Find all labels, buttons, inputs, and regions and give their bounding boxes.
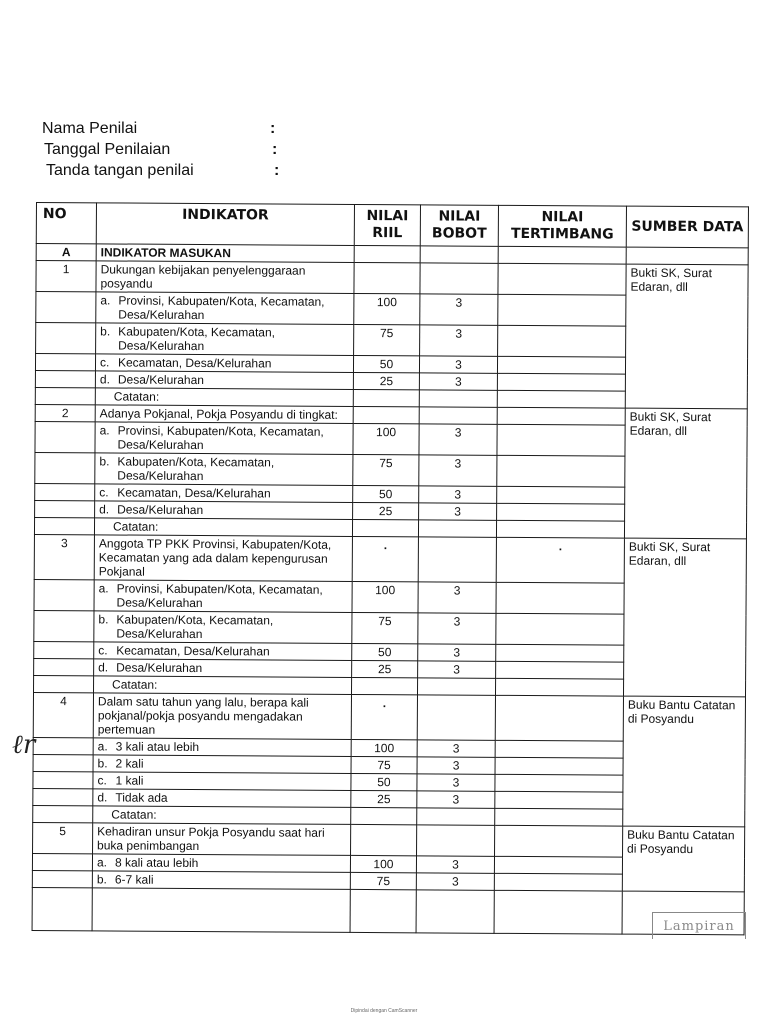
option-label [99, 502, 348, 518]
indicator-row [36, 261, 748, 296]
assessor-fields [42, 118, 284, 181]
option-nilai-riil: 100 [352, 581, 418, 612]
option-nilai-bobot: 3 [418, 613, 496, 644]
option-nilai-riil: 50 [352, 643, 418, 660]
option-no-cell [35, 370, 95, 387]
option-letter: a. [97, 739, 108, 754]
option-nilai-riil: 100 [351, 739, 417, 756]
option-letter: c. [99, 485, 109, 500]
indicator-number: 4 [33, 692, 93, 737]
indicator-title: Dukungan kebijakan penyelenggaraan posyandu [96, 261, 354, 294]
option-nilai-riil: 25 [353, 502, 419, 519]
indicator-riil-cell [353, 406, 419, 423]
option-nilai-riil: 25 [353, 372, 419, 389]
option-cell [94, 611, 352, 644]
indicator-number: 3 [34, 534, 94, 579]
col-header-sumber-data: SUMBER DATA [626, 206, 748, 248]
option-nilai-tertimbang [496, 661, 624, 679]
option-label [98, 739, 347, 755]
field-tanggal-penilaian: Tanggal Penilaian : [44, 141, 278, 158]
option-label [97, 790, 346, 806]
option-cell [94, 642, 352, 661]
option-nilai-tertimbang [495, 757, 623, 775]
table-header-row [36, 203, 748, 248]
option-cell [92, 871, 350, 890]
indicator-source: Bukti SK, Surat Edaran, dll [623, 538, 746, 697]
option-no-cell [33, 771, 93, 788]
indicator-bobot-cell [420, 263, 498, 294]
option-no-cell [36, 292, 96, 323]
option-nilai-bobot: 3 [418, 661, 496, 678]
indicator-row [33, 822, 745, 857]
option-no-cell [36, 323, 96, 354]
option-nilai-riil: 50 [353, 355, 419, 372]
indicator-bobot-cell [417, 825, 495, 856]
catatan-label: Catatan: [94, 676, 352, 695]
option-text: Desa/Kelurahan [117, 502, 204, 518]
option-letter: a. [96, 855, 108, 870]
option-nilai-tertimbang [498, 294, 626, 326]
option-no-cell [32, 870, 92, 887]
option-label [99, 423, 348, 453]
option-nilai-bobot: 3 [418, 644, 496, 661]
option-letter: b. [96, 872, 107, 887]
option-nilai-riil: 75 [352, 612, 418, 643]
option-nilai-riil: 25 [352, 660, 418, 677]
indicator-bobot-cell [417, 695, 495, 740]
indicator-tertimbang-cell [497, 407, 625, 425]
option-text: 8 kali atau lebih [114, 855, 199, 871]
option-nilai-bobot: 3 [417, 774, 495, 791]
option-nilai-tertimbang [497, 455, 625, 487]
indicator-row [33, 692, 745, 741]
col-header-nilai-riil: NILAI RIIL [354, 204, 420, 245]
option-text: 3 kali atau lebih [115, 739, 200, 755]
option-nilai-riil: 50 [351, 773, 417, 790]
option-text: Kabupaten/Kota, Kecamatan, Desa/Kelurahan [116, 612, 274, 642]
option-text: Desa/Kelurahan [117, 372, 205, 388]
indicator-riil-cell [354, 262, 420, 293]
col-header-indikator: INDIKATOR [96, 203, 354, 246]
option-text: 2 kali [115, 756, 144, 771]
option-nilai-riil: 25 [351, 790, 417, 807]
option-text: Provinsi, Kabupaten/Kota, Kecamatan, Desa/Kelurahan [117, 423, 324, 453]
col-header-no: NO [36, 203, 96, 244]
option-cell [95, 453, 353, 486]
option-letter: c. [99, 355, 110, 370]
option-cell [94, 580, 352, 613]
indicator-riil-cell: . [351, 694, 417, 739]
option-no-cell [33, 754, 93, 771]
option-nilai-tertimbang [495, 774, 623, 792]
option-nilai-bobot: 3 [416, 873, 494, 890]
indicator-tertimbang-cell [495, 695, 623, 741]
option-letter: a. [100, 293, 111, 308]
option-label [100, 372, 349, 388]
option-cell [95, 422, 353, 455]
indicator-riil-cell: . [352, 536, 418, 581]
indicator-source: Bukti SK, Surat Edaran, dll [625, 264, 748, 409]
option-nilai-bobot: 3 [419, 356, 497, 373]
indicator-row [34, 534, 746, 583]
option-text: 1 kali [115, 773, 144, 788]
indicator-source: Bukti SK, Surat Edaran, dll [624, 408, 747, 539]
option-nilai-tertimbang [496, 582, 624, 614]
option-label [100, 324, 349, 354]
field-tanda-tangan: Tanda tangan penilai : [46, 162, 280, 179]
option-nilai-bobot: 3 [417, 791, 495, 808]
option-nilai-tertimbang [495, 740, 623, 758]
option-nilai-tertimbang [497, 424, 625, 456]
option-nilai-tertimbang [495, 791, 623, 809]
option-text: Desa/Kelurahan [116, 660, 203, 676]
option-cell [95, 484, 353, 503]
lampiran-stamp: Lampiran [652, 912, 746, 939]
option-cell [96, 323, 354, 356]
option-nilai-tertimbang [494, 856, 622, 874]
option-cell [93, 738, 351, 757]
indicator-source: Buku Bantu Catatan di Posyandu [622, 826, 744, 892]
option-no-cell [34, 658, 94, 675]
option-cell [95, 354, 353, 373]
option-letter: b. [99, 454, 110, 469]
option-cell [96, 292, 354, 325]
indicator-bobot-cell [418, 537, 496, 582]
option-cell [95, 371, 353, 390]
option-cell [93, 755, 351, 774]
option-text: Tidak ada [115, 790, 168, 805]
option-label [98, 643, 347, 659]
option-nilai-bobot: 3 [417, 740, 495, 757]
option-no-cell [34, 641, 94, 658]
assessment-table-wrapper [32, 202, 748, 935]
option-letter: d. [98, 660, 109, 675]
option-nilai-tertimbang [497, 356, 625, 374]
option-no-cell [32, 853, 92, 870]
option-nilai-riil: 75 [351, 756, 417, 773]
option-nilai-tertimbang [494, 873, 622, 891]
option-nilai-tertimbang [496, 644, 624, 662]
option-nilai-bobot: 3 [419, 486, 497, 503]
option-letter: a. [99, 423, 110, 438]
option-cell [95, 501, 353, 520]
option-nilai-bobot: 3 [418, 582, 496, 613]
option-nilai-bobot: 3 [417, 757, 495, 774]
option-letter: c. [97, 773, 107, 788]
option-nilai-riil: 100 [354, 293, 420, 324]
option-text: Kecamatan, Desa/Kelurahan [116, 643, 270, 659]
blank-row [32, 887, 744, 934]
option-label [97, 855, 346, 871]
catatan-label: Catatan: [95, 388, 353, 407]
option-nilai-riil: 75 [350, 872, 416, 889]
indicator-source: Buku Bantu Catatan di Posyandu [623, 696, 746, 827]
option-text: Kecamatan, Desa/Kelurahan [117, 485, 271, 501]
option-nilai-riil: 75 [353, 454, 419, 485]
option-nilai-bobot: 3 [419, 424, 497, 455]
option-no-cell [35, 483, 95, 500]
option-letter: d. [99, 502, 110, 517]
option-label [98, 660, 347, 676]
section-title: INDIKATOR MASUKAN [96, 244, 354, 263]
col-header-nilai-tertimbang: NILAI TERTIMBANG [498, 205, 626, 247]
option-text: 6-7 kali [114, 872, 154, 887]
section-code: A [36, 244, 96, 261]
indicator-title: Adanya Pokjanal, Pokja Posyandu di tingkat: [95, 405, 353, 424]
indicator-number: 2 [35, 404, 95, 421]
indicator-title: Kehadiran unsur Pokja Posyandu saat hari buka penimbangan [93, 823, 351, 856]
indicator-bobot-cell [419, 407, 497, 424]
option-letter: b. [100, 324, 111, 339]
option-nilai-bobot: 3 [419, 373, 497, 390]
catatan-label: Catatan: [94, 518, 352, 537]
option-no-cell [35, 452, 95, 483]
scanner-footer: Dipindai dengan CamScanner [350, 1008, 418, 1014]
option-cell [93, 772, 351, 791]
option-label [99, 581, 348, 611]
option-label [97, 872, 346, 888]
table-body [32, 244, 748, 935]
indicator-tertimbang-cell: . [496, 537, 624, 583]
option-letter: c. [98, 643, 108, 658]
option-letter: b. [97, 756, 108, 771]
option-letter: d. [97, 790, 108, 805]
option-text: Kabupaten/Kota, Kecamatan, Desa/Kelurahan [118, 324, 276, 354]
option-nilai-riil: 50 [353, 485, 419, 502]
indicator-title: Anggota TP PKK Provinsi, Kabupaten/Kota, Kecamatan yang ada dalam kepengurusan Pokjanal [94, 535, 352, 582]
option-nilai-bobot: 3 [419, 503, 497, 520]
option-no-cell [34, 579, 94, 610]
option-nilai-bobot: 3 [420, 325, 498, 356]
option-nilai-tertimbang [497, 503, 625, 521]
option-nilai-riil: 100 [350, 855, 416, 872]
option-cell [93, 789, 351, 808]
option-nilai-bobot: 3 [416, 856, 494, 873]
option-letter: b. [98, 612, 109, 627]
indicator-title: Dalam satu tahun yang lalu, berapa kali pokjanal/pokja posyandu mengadakan pertemuan [93, 693, 351, 740]
option-label [97, 773, 346, 789]
option-nilai-bobot: 3 [419, 455, 497, 486]
option-label [100, 293, 349, 323]
option-nilai-bobot: 3 [420, 294, 498, 325]
option-text: Provinsi, Kabupaten/Kota, Kecamatan, Desa/Kelurahan [118, 293, 325, 323]
assessment-table [32, 202, 749, 935]
option-text: Kabupaten/Kota, Kecamatan, Desa/Kelurahan [117, 454, 275, 484]
handwritten-margin-mark: ℓr [12, 730, 36, 760]
field-nama-penilai: Nama Penilai : [42, 120, 276, 137]
option-nilai-riil: 100 [353, 423, 419, 454]
option-text: Provinsi, Kabupaten/Kota, Kecamatan, Desa/Kelurahan [116, 581, 323, 611]
option-nilai-tertimbang [496, 613, 624, 645]
option-nilai-tertimbang [498, 325, 626, 357]
indicator-number: 1 [36, 261, 96, 292]
option-nilai-tertimbang [497, 373, 625, 391]
option-label [98, 612, 347, 642]
option-label [98, 756, 347, 772]
option-no-cell [35, 421, 95, 452]
option-no-cell [33, 737, 93, 754]
option-no-cell [34, 610, 94, 641]
option-no-cell [35, 500, 95, 517]
option-nilai-tertimbang [497, 486, 625, 504]
option-label [99, 485, 348, 501]
option-letter: d. [99, 372, 110, 387]
option-text: Kecamatan, Desa/Kelurahan [117, 355, 272, 371]
option-label [99, 454, 348, 484]
option-nilai-riil: 75 [354, 324, 420, 355]
option-no-cell [33, 788, 93, 805]
col-header-nilai-bobot: NILAI BOBOT [420, 205, 498, 246]
option-cell [94, 659, 352, 678]
indicator-number: 5 [33, 822, 93, 853]
indicator-tertimbang-cell [495, 825, 623, 857]
option-cell [92, 854, 350, 873]
option-no-cell [35, 354, 95, 371]
option-letter: a. [98, 581, 109, 596]
catatan-label: Catatan: [93, 806, 351, 825]
indicator-riil-cell [351, 824, 417, 855]
indicator-tertimbang-cell [498, 263, 626, 295]
option-label [100, 355, 349, 371]
